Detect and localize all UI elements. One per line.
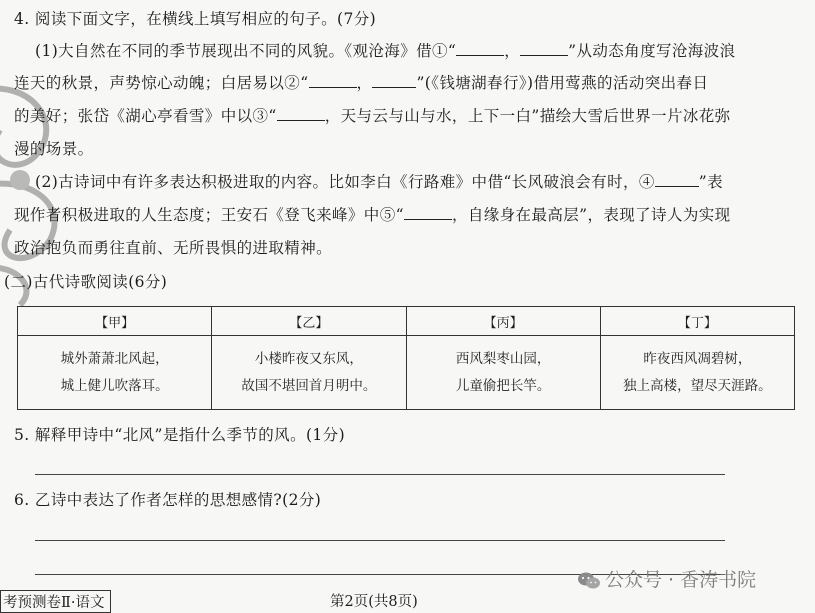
watermark-text: 公众号 · 香涛书院: [605, 569, 757, 591]
poem-label-bing: 【丙】: [406, 307, 600, 336]
q4-line-1-text-b: ，: [504, 42, 521, 60]
wechat-watermark: [577, 565, 756, 592]
poem-bing-line-2: 儿童偷把长竿。: [455, 377, 551, 394]
answer-blank-1b[interactable]: [520, 41, 568, 56]
answer-blank-5[interactable]: [404, 205, 452, 220]
answer-blank-4[interactable]: [655, 172, 699, 187]
poem-label-jia: 【甲】: [18, 307, 212, 336]
q4-line-6: [14, 204, 814, 226]
poem-bing-line-1: 西风梨枣山园，: [455, 350, 551, 367]
poem-yi: [212, 336, 406, 410]
q4-line-5-text-a: (2)古诗词中有许多表达积极进取的内容。比如李白《行路难》中借“长风破浪会有时，④: [35, 173, 655, 191]
poem-label-yi: 【乙】: [212, 307, 406, 336]
q4-line-1-text-a: (1)大自然在不同的季节展现出不同的风貌。《观沧海》借①“: [35, 42, 457, 60]
poem-table-body-row: [18, 336, 795, 410]
q6-answer-line-1[interactable]: [35, 540, 725, 541]
q4-line-7: 政治抱负而勇往直前、无所畏惧的进取精神。: [14, 239, 333, 257]
q4-line-3-text-b: ，天与云与山与水，上下一白”描绘大雪后世界一片冰花弥: [324, 107, 731, 125]
answer-blank-3[interactable]: [277, 106, 325, 121]
q5-answer-line[interactable]: [35, 474, 725, 475]
q4-line-2: [14, 72, 814, 94]
answer-blank-2b[interactable]: [372, 73, 416, 88]
poem-table-header-row: [18, 307, 795, 336]
section-2-heading: (二)古代诗歌阅读(6分): [4, 273, 168, 291]
q4-line-3-text-a: 的美好；张岱《湖心亭看雪》中以③“: [14, 107, 277, 125]
poem-table: [17, 306, 795, 410]
question-4-heading: 4. 阅读下面文字，在横线上填写相应的句子。(7分): [14, 10, 377, 28]
q4-line-2-text-a: 连天的秋景，声势惊心动魄；白居易以②“: [14, 74, 309, 92]
q4-line-2-text-c: ”(《钱塘湖春行》)借用莺燕的活动突出春日: [416, 74, 709, 92]
q4-line-6-text-b: ，自缘身在最高层”，表现了诗人为实现: [451, 206, 731, 224]
q4-line-5: [35, 171, 810, 193]
poem-jia-line-2: 城上健儿吹落耳。: [60, 377, 169, 394]
poem-ding-line-1: 昨夜西风凋碧树，: [643, 350, 752, 367]
poem-ding: [600, 336, 794, 410]
footer-page-number: 第2页(共8页): [330, 594, 418, 610]
q4-line-3: [14, 105, 814, 127]
poem-bing: [406, 336, 600, 410]
question-6: 6. 乙诗中表达了作者怎样的思想感情?(2分): [14, 491, 322, 509]
q4-line-2-text-b: ，: [356, 74, 373, 92]
q4-line-5-text-b: ”表: [698, 173, 724, 191]
answer-blank-1a[interactable]: [456, 41, 504, 56]
poem-ding-line-2: 独上高楼，望尽天涯路。: [623, 377, 772, 394]
q4-line-1: [35, 40, 810, 62]
question-5: 5. 解释甲诗中“北风”是指什么季节的风。(1分): [14, 426, 346, 444]
answer-blank-2a[interactable]: [309, 73, 357, 88]
poem-jia: [18, 336, 212, 410]
footer-exam-title: 考预测卷Ⅱ·语文: [0, 590, 111, 613]
q4-line-6-text-a: 现作者积极进取的人生态度；王安石《登飞来峰》中⑤“: [14, 206, 404, 224]
poem-yi-line-1: 小楼昨夜又东风，: [254, 350, 363, 367]
wechat-icon: [577, 571, 601, 591]
poem-jia-line-1: 城外萧萧北风起，: [60, 350, 169, 367]
q4-line-1-text-c: ”从动态角度写沧海波浪: [568, 42, 736, 60]
poem-yi-line-2: 故国不堪回首月明中。: [241, 377, 377, 394]
q4-line-4: 漫的场景。: [14, 140, 94, 158]
poem-label-ding: 【丁】: [600, 307, 794, 336]
